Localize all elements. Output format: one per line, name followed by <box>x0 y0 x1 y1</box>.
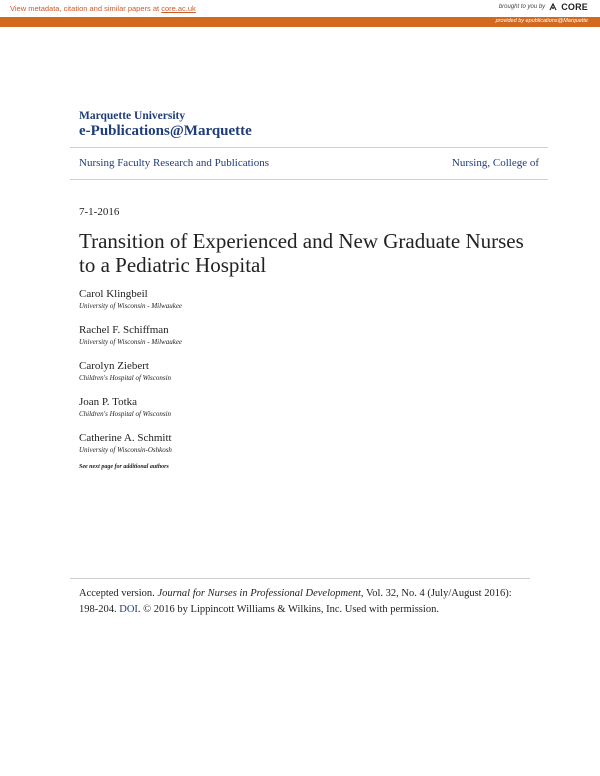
author-name[interactable]: Carol Klingbeil <box>79 288 148 300</box>
repository-name[interactable]: e-Publications@Marquette <box>79 123 252 139</box>
citation-details: , Vol. 32, No. 4 (July/August 2016): 198-204. <box>79 588 512 615</box>
citation-prefix: Accepted version. <box>79 588 158 599</box>
citation-divider <box>70 578 530 579</box>
core-logo-text: CORE <box>561 2 588 12</box>
author-affiliation: Children's Hospital of Wisconsin <box>79 374 172 382</box>
core-metadata-text: View metadata, citation and similar papers at core.ac.uk <box>10 4 196 13</box>
author-list <box>79 288 379 470</box>
author-name[interactable]: Rachel F. Schiffman <box>79 324 169 336</box>
author-affiliation: University of Wisconsin - Milwaukee <box>79 338 183 346</box>
author-entry <box>79 324 379 347</box>
core-logo-icon <box>548 2 558 12</box>
core-brand[interactable] <box>499 2 588 12</box>
see-next-page-note: See next page for additional authors <box>79 464 169 470</box>
college-link[interactable]: Nursing, College of <box>451 157 539 169</box>
author-name[interactable]: Catherine A. Schmitt <box>79 432 172 444</box>
author-entry <box>79 288 379 311</box>
author-name[interactable]: Carolyn Ziebert <box>79 360 149 372</box>
author-affiliation: Children's Hospital of Wisconsin <box>79 410 172 418</box>
citation-block <box>79 586 524 618</box>
provider-bar <box>0 17 600 27</box>
author-entry <box>79 360 379 383</box>
citation-suffix: . © 2016 by Lippincott Williams & Wilkins, Inc. Used with permission. <box>137 604 439 615</box>
author-affiliation: University of Wisconsin-Oshkosh <box>79 446 172 454</box>
author-name[interactable]: Joan P. Totka <box>79 396 138 408</box>
core-link[interactable]: core.ac.uk <box>161 4 196 13</box>
institution-header <box>79 110 252 140</box>
divider-top <box>70 147 548 148</box>
institution-name[interactable]: Marquette University <box>79 110 186 122</box>
author-affiliation: University of Wisconsin - Milwaukee <box>79 302 183 310</box>
paper-title: Transition of Experienced and New Graduate Nurses to a Pediatric Hospital <box>79 229 524 277</box>
collection-link[interactable]: Nursing Faculty Research and Publications <box>79 157 270 169</box>
brought-by-label: brought to you by <box>498 4 546 10</box>
provided-by-label: provided by epublications@Marquette <box>495 18 588 24</box>
journal-name: Journal for Nurses in Professional Development <box>157 588 361 599</box>
author-entry <box>79 396 379 419</box>
author-entry <box>79 432 379 455</box>
doi-link[interactable]: DOI <box>119 604 138 615</box>
publication-date: 7-1-2016 <box>79 206 120 218</box>
divider-bottom <box>70 179 548 180</box>
